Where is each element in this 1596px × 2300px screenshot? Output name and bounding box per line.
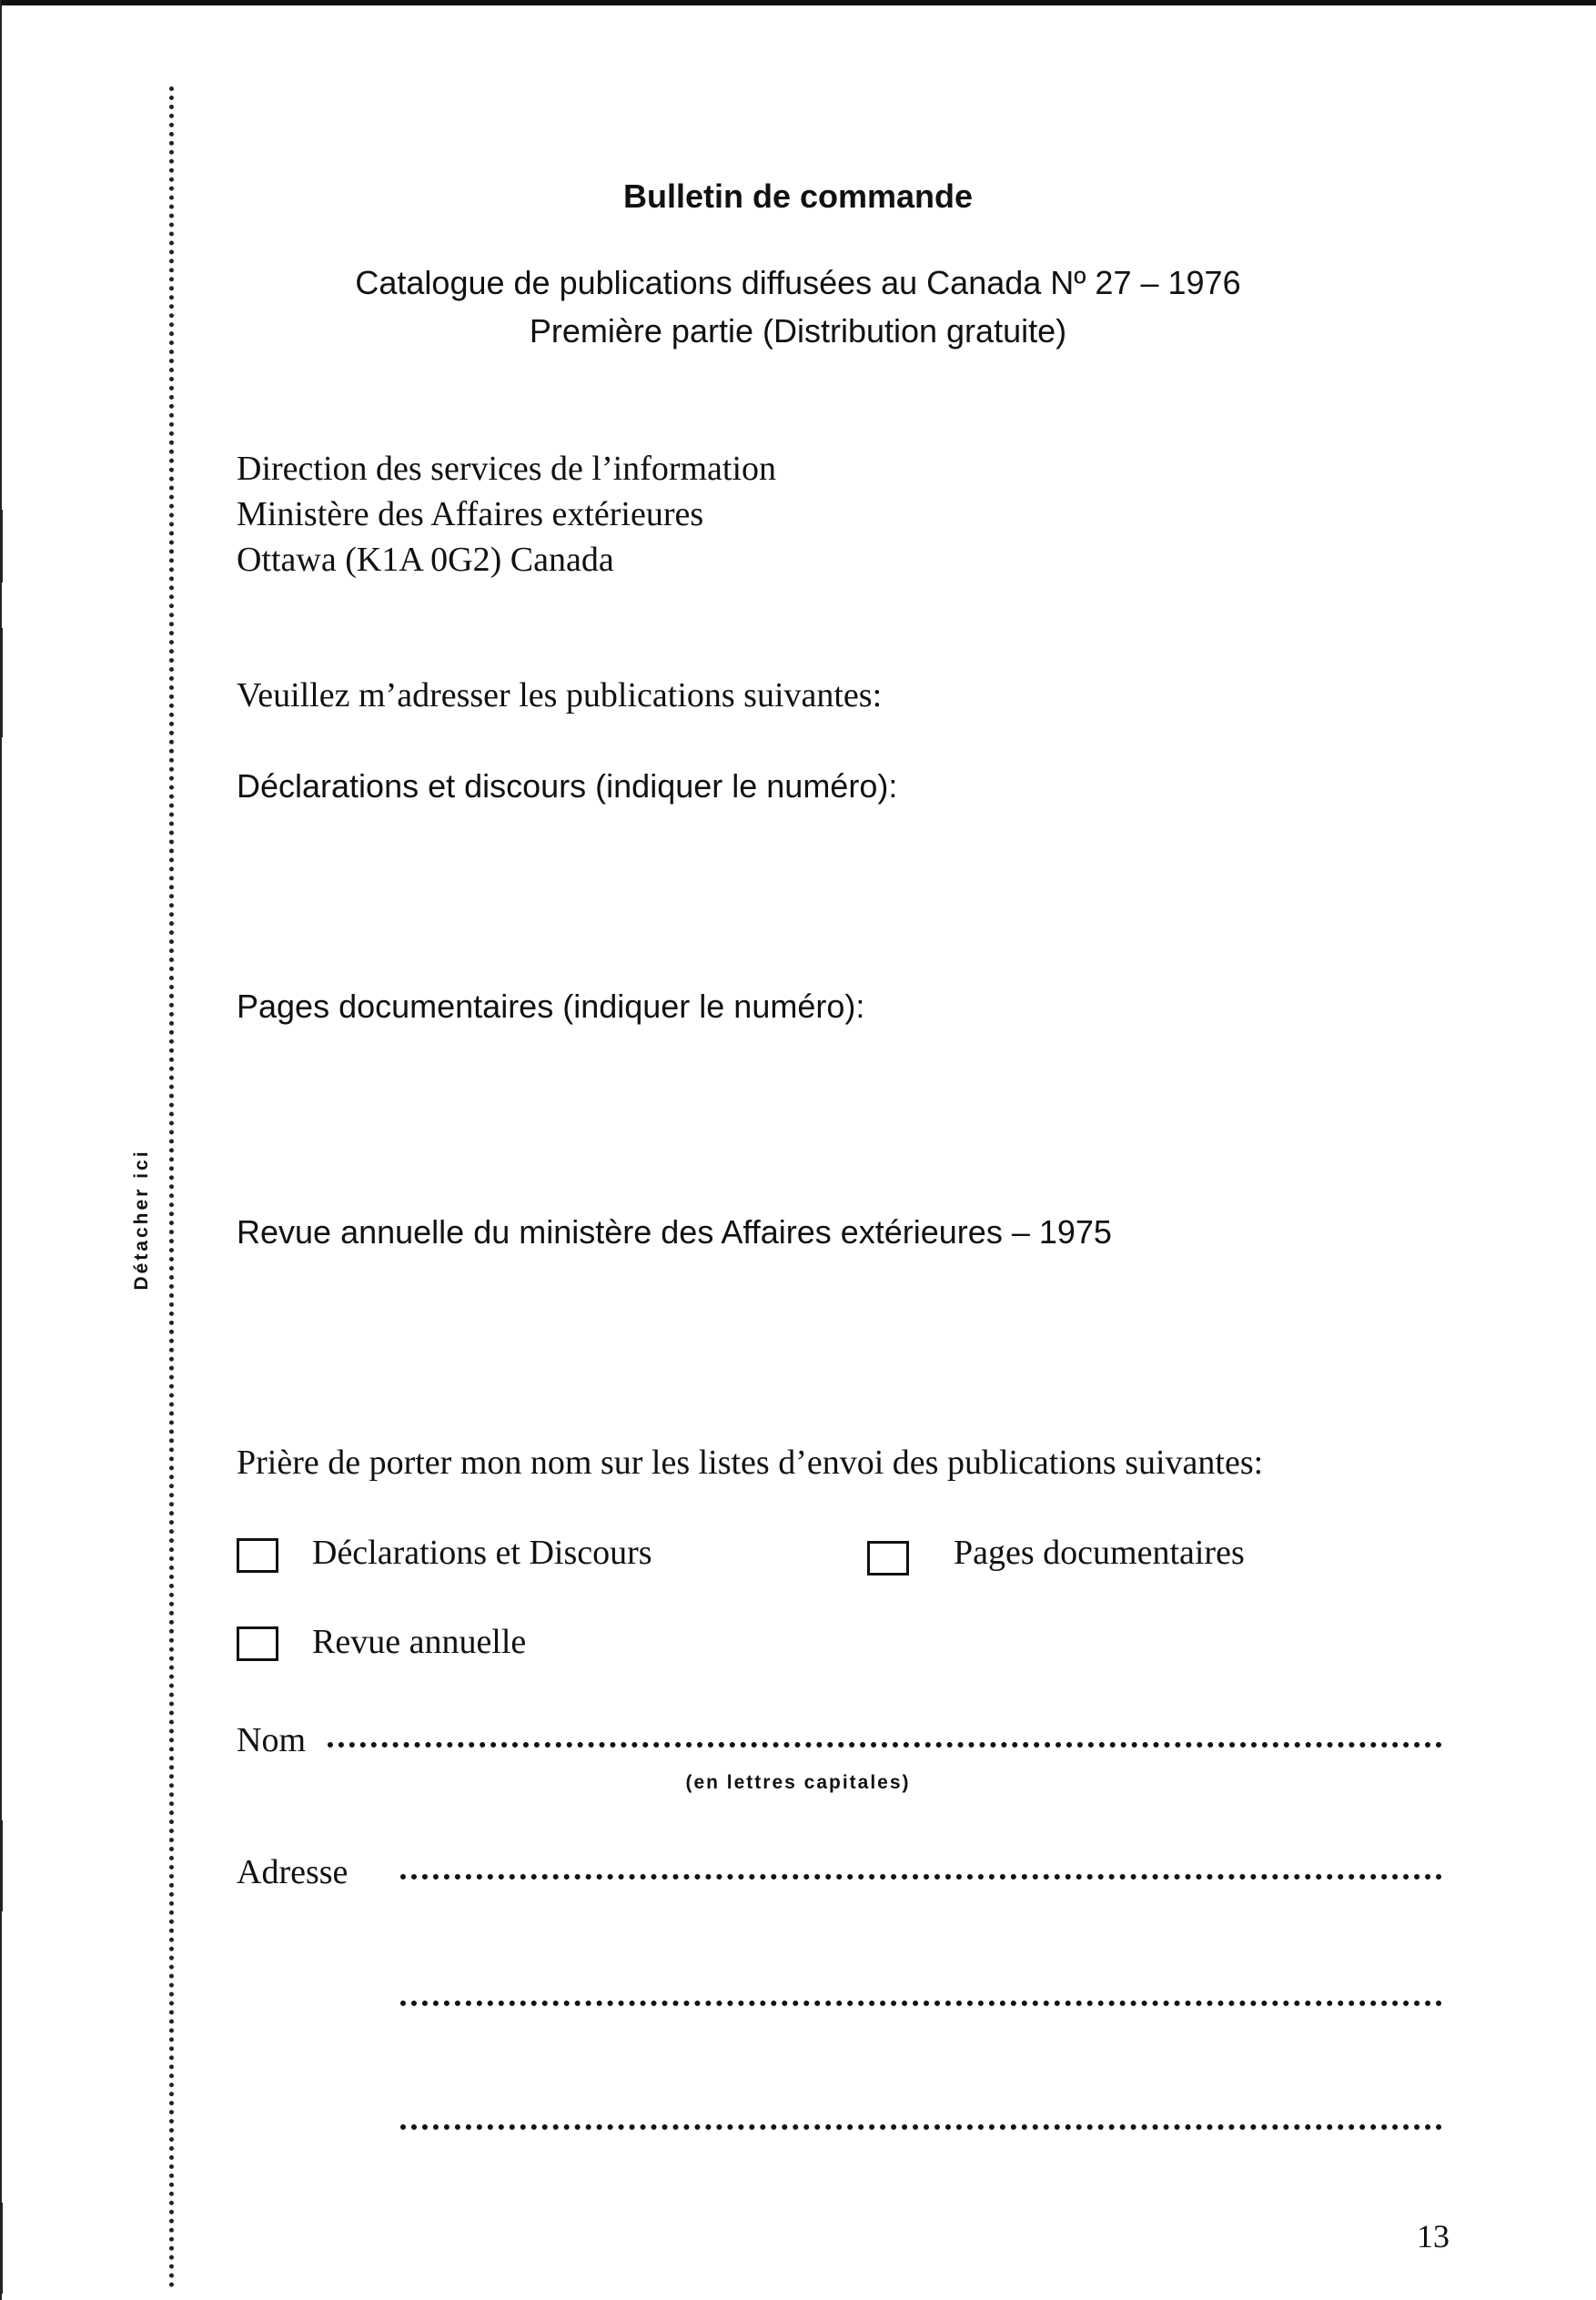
statements-label: Déclarations et discours (indiquer le numéro): (237, 767, 898, 805)
address-line-1: Direction des services de l’information (237, 450, 777, 488)
address-field-line-1[interactable] (400, 1874, 1442, 1880)
mailing-list-prompt: Prière de porter mon nom sur les listes d’envoi des publications suivantes: (237, 1444, 1264, 1482)
checkbox-annual-review-label: Revue annuelle (312, 1623, 527, 1661)
address-field-label: Adresse (237, 1853, 348, 1891)
address-line-2: Ministère des Affaires extérieures (237, 495, 704, 533)
address-field-line-3[interactable] (400, 2124, 1442, 2130)
documents-label: Pages documentaires (indiquer le numéro): (237, 988, 865, 1025)
name-field-label: Nom (237, 1721, 306, 1759)
page-top-edge (0, 0, 1596, 5)
request-intro: Veuillez m’adresser les publications suivantes: (237, 676, 883, 714)
form-title: Bulletin de commande (622, 177, 974, 215)
name-field[interactable] (328, 1742, 1442, 1748)
checkbox-statements-label: Déclarations et Discours (312, 1534, 652, 1572)
checkbox-documents-label: Pages documentaires (954, 1534, 1245, 1572)
annual-review-label: Revue annuelle du ministère des Affaires extérieures – 1975 (237, 1213, 1112, 1251)
page-number: 13 (1417, 2218, 1450, 2254)
detach-cut-line[interactable] (169, 86, 174, 2289)
address-line-3: Ottawa (K1A 0G2) Canada (237, 541, 614, 579)
detach-label: Détacher ici (131, 1149, 152, 1291)
address-field-line-2[interactable] (400, 2001, 1442, 2006)
binding-mark (0, 1820, 3, 1911)
binding-mark (0, 510, 3, 583)
checkbox-annual-review[interactable] (237, 1626, 278, 1661)
checkbox-documents[interactable] (867, 1541, 909, 1576)
name-field-hint: (en lettres capitales) (685, 1772, 911, 1793)
catalogue-subtitle: Catalogue de publications diffusées au Canada Nº 27 – 1976 (355, 264, 1241, 301)
catalogue-part: Première partie (Distribution gratuite) (529, 312, 1067, 350)
binding-mark (0, 2203, 3, 2294)
binding-mark (0, 628, 3, 737)
checkbox-statements[interactable] (237, 1538, 278, 1573)
